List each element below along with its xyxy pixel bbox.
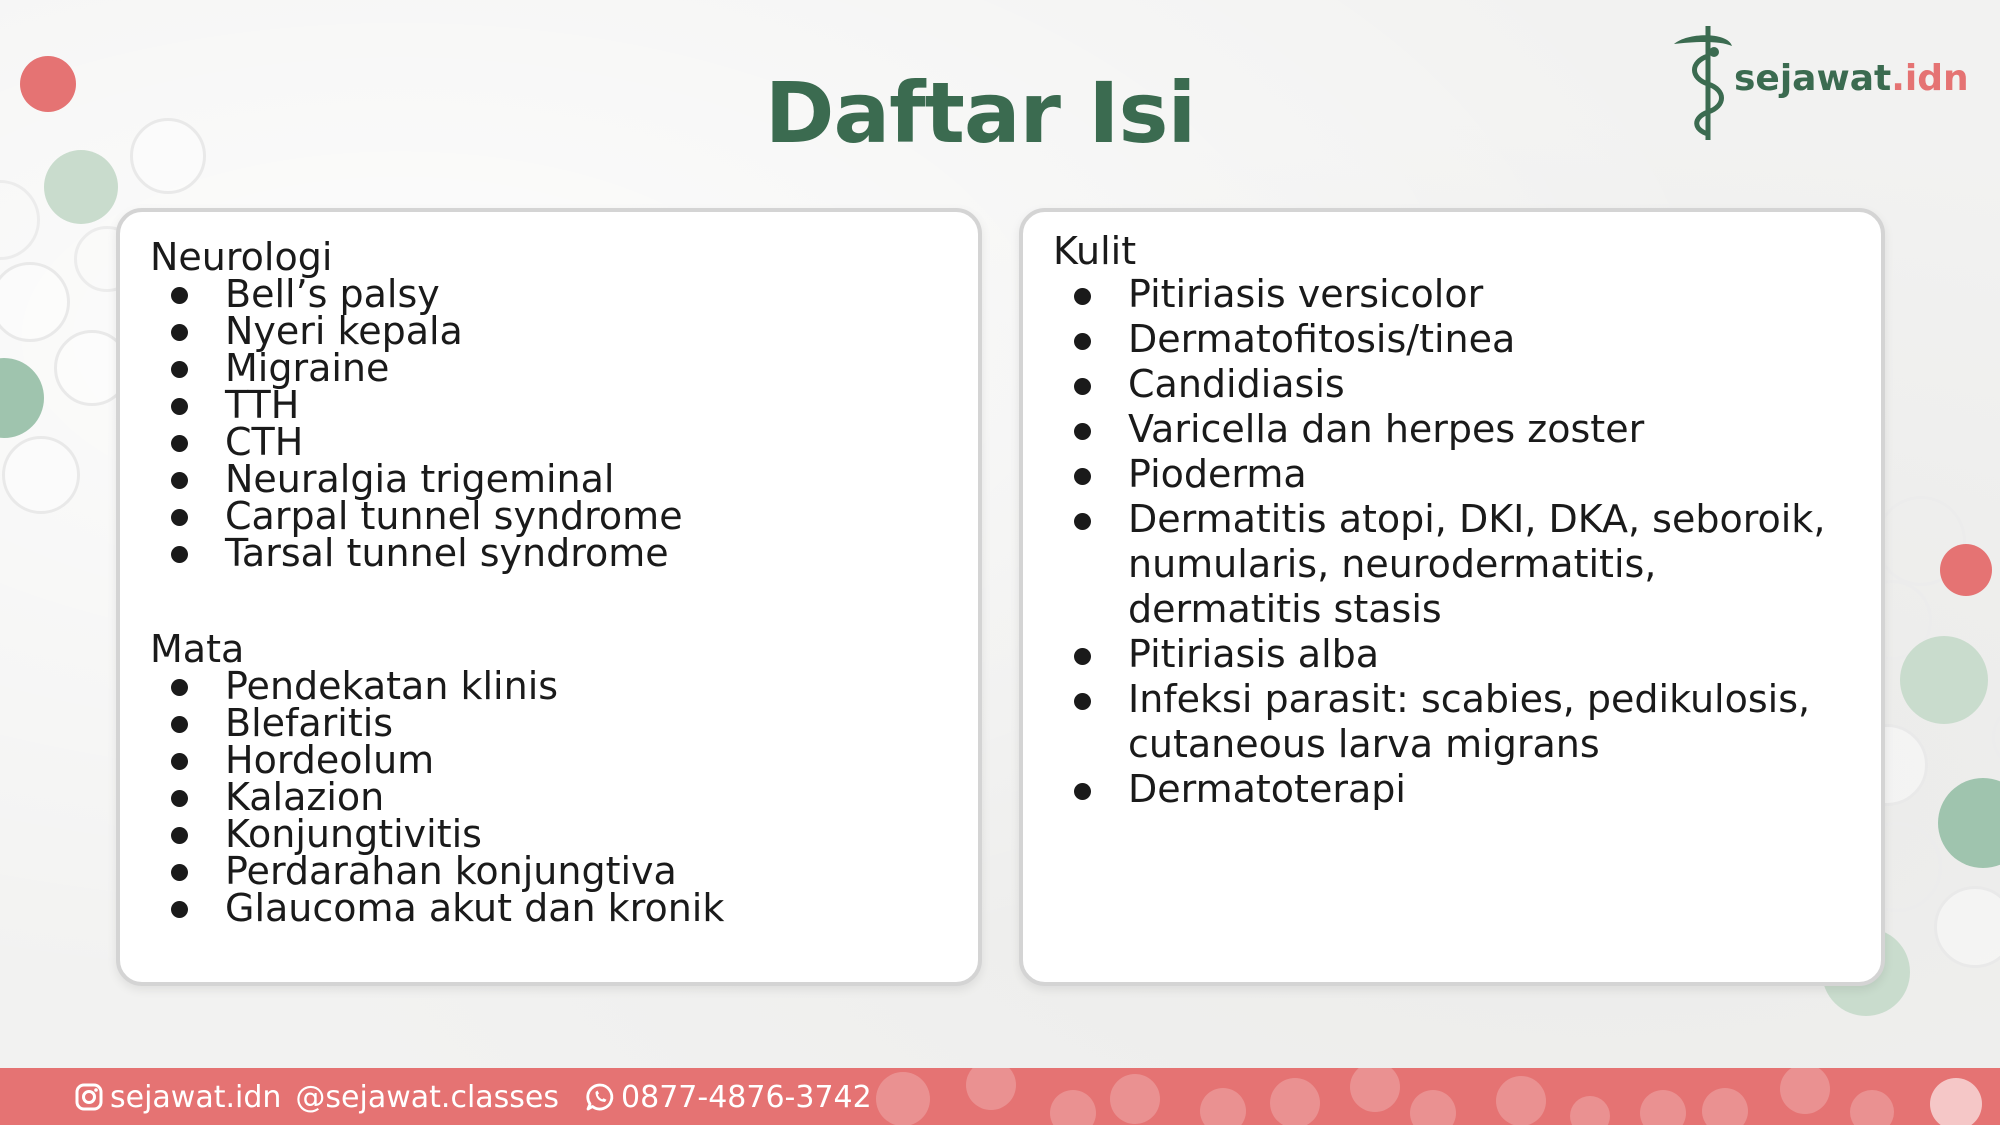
decor-circle	[1496, 1076, 1546, 1125]
decor-circle	[1110, 1074, 1160, 1124]
decor-circle	[1780, 1068, 1830, 1114]
item-list-mata	[150, 664, 725, 930]
decor-circle	[1410, 1090, 1456, 1125]
decor-circle	[1702, 1088, 1748, 1125]
decor-circle	[1900, 636, 1988, 724]
decor-circle	[1850, 1090, 1894, 1125]
item-list-neurologi	[150, 272, 683, 575]
decor-circle	[2, 436, 80, 514]
caduceus-icon	[1668, 22, 1738, 146]
decor-circle	[1270, 1078, 1320, 1125]
list-item: Neuralgia trigeminal	[150, 461, 683, 498]
list-item: Pitiriasis alba	[1053, 632, 1828, 677]
list-item: Perdarahan konjungtiva	[150, 853, 724, 890]
page-title: Daftar Isi	[764, 64, 1196, 162]
list-item: TTH	[150, 387, 683, 424]
instagram-handle[interactable]: sejawat.idn	[110, 1079, 282, 1115]
decor-circle	[966, 1068, 1016, 1110]
list-item: CTH	[150, 424, 683, 461]
phone-number[interactable]: 0877-4876-3742	[621, 1079, 872, 1115]
decor-circle	[876, 1072, 930, 1125]
list-item: Dermatoterapi	[1053, 767, 1828, 812]
decor-circle	[1050, 1090, 1096, 1125]
footer-contact	[74, 1078, 872, 1116]
list-item: Hordeolum	[150, 742, 724, 779]
list-item: Kalazion	[150, 779, 724, 816]
decor-circle	[1350, 1068, 1400, 1112]
instagram-icon	[74, 1082, 104, 1112]
list-item: Nyeri kepala	[150, 313, 683, 350]
logo-wordmark: sejawat.idn	[1734, 58, 1969, 99]
classes-handle[interactable]: @sejawat.classes	[295, 1079, 560, 1115]
list-item: Infeksi parasit: scabies, pedikulosis, cutaneous larva migrans	[1053, 677, 1828, 767]
decor-circle	[1200, 1088, 1246, 1125]
content-card-right	[1019, 208, 1885, 986]
list-item: Dermatitis atopi, DKI, DKA, seboroik, numularis, neurodermatitis, dermatitis stasis	[1053, 497, 1828, 632]
content-card-left	[116, 208, 982, 986]
list-item: Konjungtivitis	[150, 816, 724, 853]
section-heading-kulit: Kulit	[1053, 229, 1137, 273]
whatsapp-icon	[585, 1082, 615, 1112]
decor-circle	[1640, 1090, 1686, 1125]
list-item: Carpal tunnel syndrome	[150, 498, 683, 535]
list-item: Blefaritis	[150, 705, 724, 742]
list-item: Bell’s palsy	[150, 276, 683, 313]
footer-bar	[0, 1068, 2000, 1125]
list-item: Pitiriasis versicolor	[1053, 272, 1828, 317]
list-item: Glaucoma akut dan kronik	[150, 890, 724, 927]
list-item: Migraine	[150, 350, 683, 387]
list-item: Dermatofitosis/tinea	[1053, 317, 1828, 362]
section-heading-neurologi: Neurologi	[150, 235, 333, 279]
decor-circle	[1570, 1096, 1610, 1125]
list-item: Candidiasis	[1053, 362, 1828, 407]
list-item: Pendekatan klinis	[150, 668, 724, 705]
section-heading-mata: Mata	[150, 627, 245, 671]
decor-circle	[1940, 544, 1992, 596]
list-item: Pioderma	[1053, 452, 1828, 497]
brand-logo	[1668, 22, 1969, 146]
list-item: Tarsal tunnel syndrome	[150, 535, 683, 572]
decor-circle	[1930, 1078, 1982, 1125]
item-list-kulit	[1053, 272, 1828, 812]
list-item: Varicella dan herpes zoster	[1053, 407, 1828, 452]
